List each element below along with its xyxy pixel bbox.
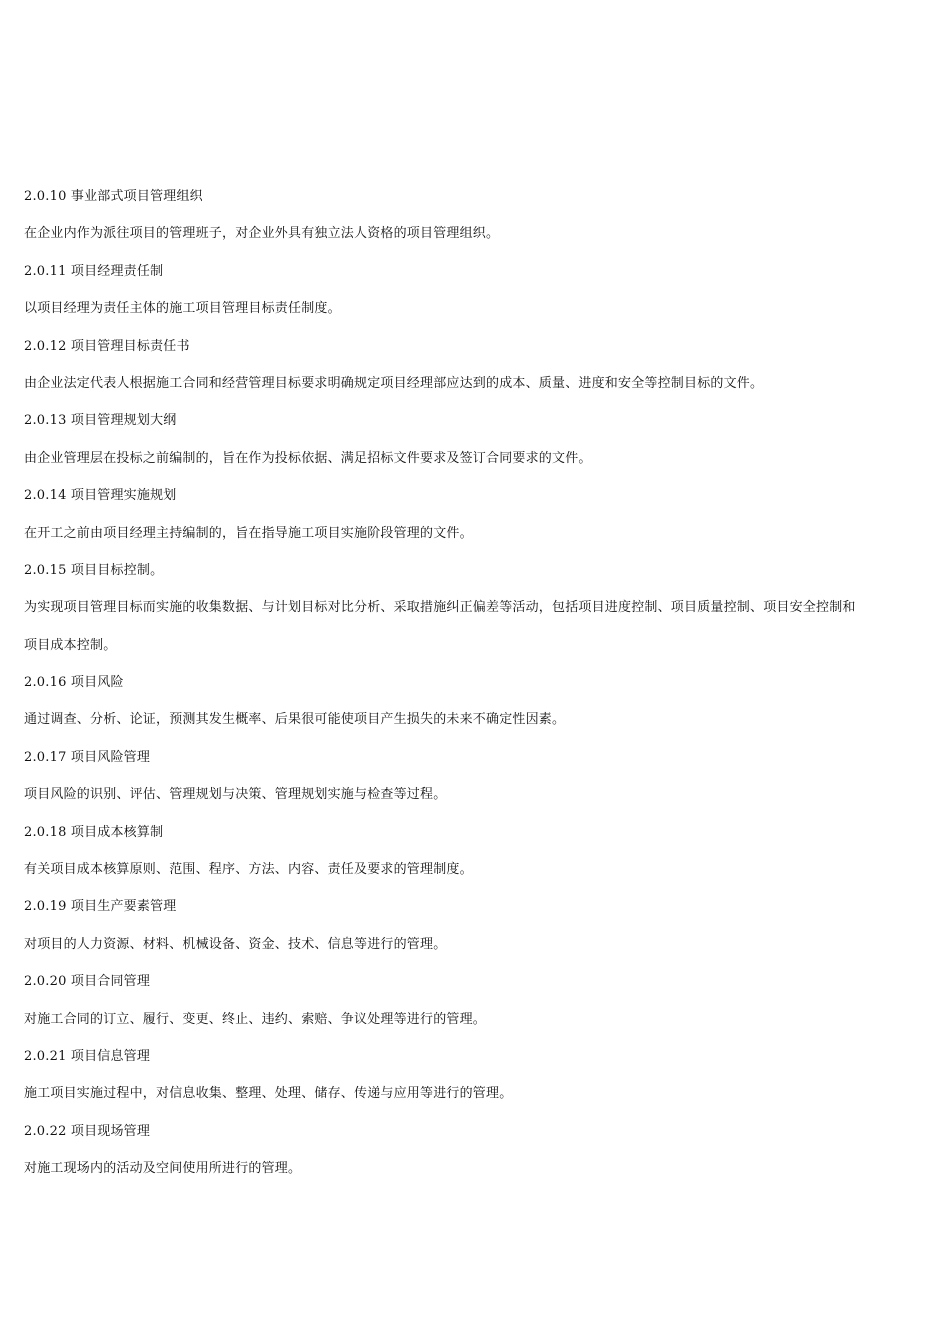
term-heading: 2.0.17 项目风险管理 bbox=[24, 749, 151, 765]
term-definition: 在企业内作为派往项目的管理班子，对企业外具有独立法人资格的项目管理组织。 bbox=[24, 226, 500, 242]
term-heading: 2.0.15 项目目标控制。 bbox=[24, 562, 164, 578]
term-heading: 2.0.13 项目管理规划大纲 bbox=[24, 413, 177, 429]
term-definition-continued: 项目成本控制。 bbox=[24, 637, 117, 653]
document-body bbox=[24, 178, 934, 1188]
term-heading: 2.0.10 事业部式项目管理组织 bbox=[24, 189, 203, 204]
term-heading: 2.0.16 项目风险 bbox=[24, 675, 124, 691]
term-definition: 对施工现场内的活动及空间使用所进行的管理。 bbox=[24, 1161, 302, 1177]
term-heading: 2.0.22 项目现场管理 bbox=[24, 1123, 151, 1139]
term-definition: 有关项目成本核算原则、范围、程序、方法、内容、责任及要求的管理制度。 bbox=[24, 862, 473, 878]
term-heading: 2.0.11 项目经理责任制 bbox=[24, 263, 164, 279]
term-definition: 由企业法定代表人根据施工合同和经营管理目标要求明确规定项目经理部应达到的成本、质量、进度和安全等控制目标的文件。 bbox=[24, 375, 764, 391]
term-heading: 2.0.12 项目管理目标责任书 bbox=[24, 338, 190, 354]
term-heading: 2.0.21 项目信息管理 bbox=[24, 1048, 151, 1064]
term-heading: 2.0.19 项目生产要素管理 bbox=[24, 899, 177, 915]
term-heading: 2.0.18 项目成本核算制 bbox=[24, 824, 164, 840]
term-definition: 施工项目实施过程中，对信息收集、整理、处理、储存、传递与应用等进行的管理。 bbox=[24, 1086, 513, 1102]
term-heading: 2.0.20 项目合同管理 bbox=[24, 974, 151, 990]
term-definition: 为实现项目管理目标而实施的收集数据、与计划目标对比分析、采取措施纠正偏差等活动，包括项目进度控制、项目质量控制、项目安全控制和 bbox=[24, 600, 856, 616]
term-definition: 在开工之前由项目经理主持编制的，旨在指导施工项目实施阶段管理的文件。 bbox=[24, 525, 473, 541]
term-definition: 以项目经理为责任主体的施工项目管理目标责任制度。 bbox=[24, 301, 341, 317]
term-heading: 2.0.14 项目管理实施规划 bbox=[24, 488, 177, 504]
term-definition: 对项目的人力资源、材料、机械设备、资金、技术、信息等进行的管理。 bbox=[24, 936, 447, 952]
term-definition: 项目风险的识别、评估、管理规划与决策、管理规划实施与检查等过程。 bbox=[24, 787, 447, 803]
term-definition: 通过调查、分析、论证，预测其发生概率、后果很可能使项目产生损失的未来不确定性因素。 bbox=[24, 712, 566, 728]
term-definition: 由企业管理层在投标之前编制的，旨在作为投标依据、满足招标文件要求及签订合同要求的文件。 bbox=[24, 450, 592, 466]
term-definition: 对施工合同的订立、履行、变更、终止、违约、索赔、争议处理等进行的管理。 bbox=[24, 1011, 487, 1027]
